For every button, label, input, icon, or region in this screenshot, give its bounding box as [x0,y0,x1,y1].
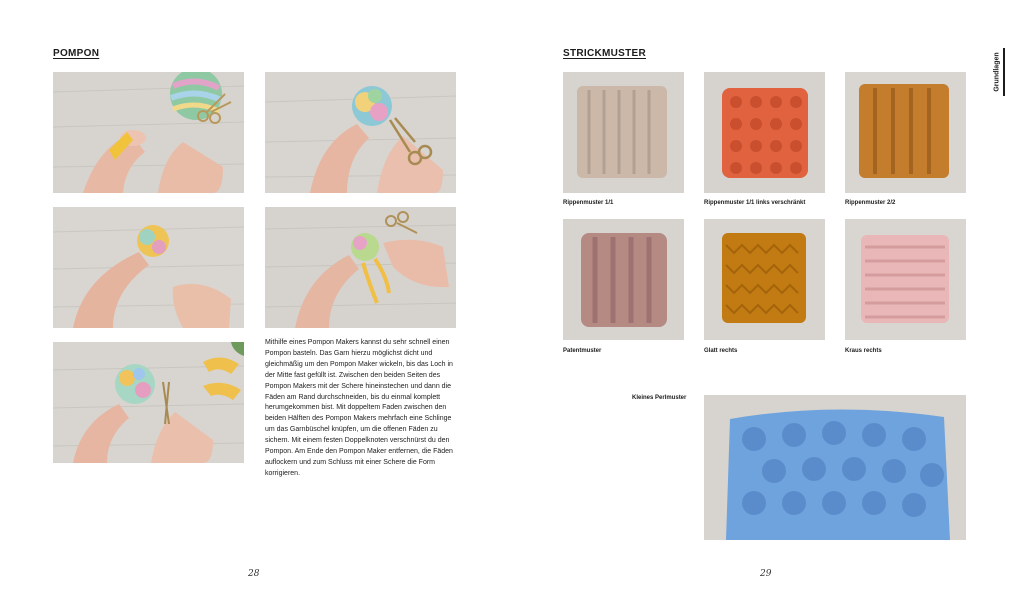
pompon-step-5-photo [53,342,244,463]
chapter-tab-label: Grundlagen [993,52,1001,92]
swatch-caption: Rippenmuster 1/1 [563,200,614,206]
swatch-caption: Rippenmuster 1/1 links verschränkt [704,200,806,206]
swatch-photo-rippenmuster-links-verschraenkt [704,72,825,193]
pompon-instructions: Mithilfe eines Pompon Makers kannst du sehr schnell einen Pompon basteln. Das Garn hierzu möglichst dicht und gleichmäßig um den Pompon Maker wickeln, bis das Loch in der Mitte fast gefüllt ist. Zwischen den beiden Seiten des Pompon Makers mit der Schere hineinstechen und dann die Fäden am Rand durchschneiden, bis du einmal komplett herumgekommen bist. Mit doppeltem Faden zwischen den beiden Hälften des Pompon Makers mehrfach eine Schlinge um das Garnbüschel knüpfen, um die offenen Fäden zu sichern. Mit einem festen Doppelknoten verschnürst du den Pompon. Am Ende den Pompon Maker entfernen, die Fäden auflockern und zum Schluss mit einer Schere die Form korrigieren. [265,339,453,477]
section-heading-pompon: POMPON [53,48,100,59]
pompon-step-1-photo [53,72,244,193]
pompon-step-3-photo [53,207,244,328]
swatch-caption: Kraus rechts [845,348,882,354]
chapter-tab [991,48,1005,96]
swatch-caption: Rippenmuster 2/2 [845,200,896,206]
page-number-right: 29 [760,569,772,579]
section-heading-strickmuster: STRICKMUSTER [563,48,647,59]
pompon-step-2-photo [265,72,456,193]
swatch-photo-kleines-perlmuster [704,395,966,540]
right-page [510,0,1020,599]
page-number-left: 28 [248,569,260,579]
swatch-photo-rippenmuster-1-1 [563,72,684,193]
pompon-step-4-photo [265,207,456,328]
swatch-photo-kraus-rechts [845,219,966,340]
swatch-caption: Kleines Perlmuster [632,395,687,401]
swatch-photo-glatt-rechts [704,219,825,340]
swatch-photo-patentmuster [563,219,684,340]
swatch-caption: Patentmuster [563,348,602,354]
swatch-photo-rippenmuster-2-2 [845,72,966,193]
swatch-caption: Glatt rechts [704,348,738,354]
